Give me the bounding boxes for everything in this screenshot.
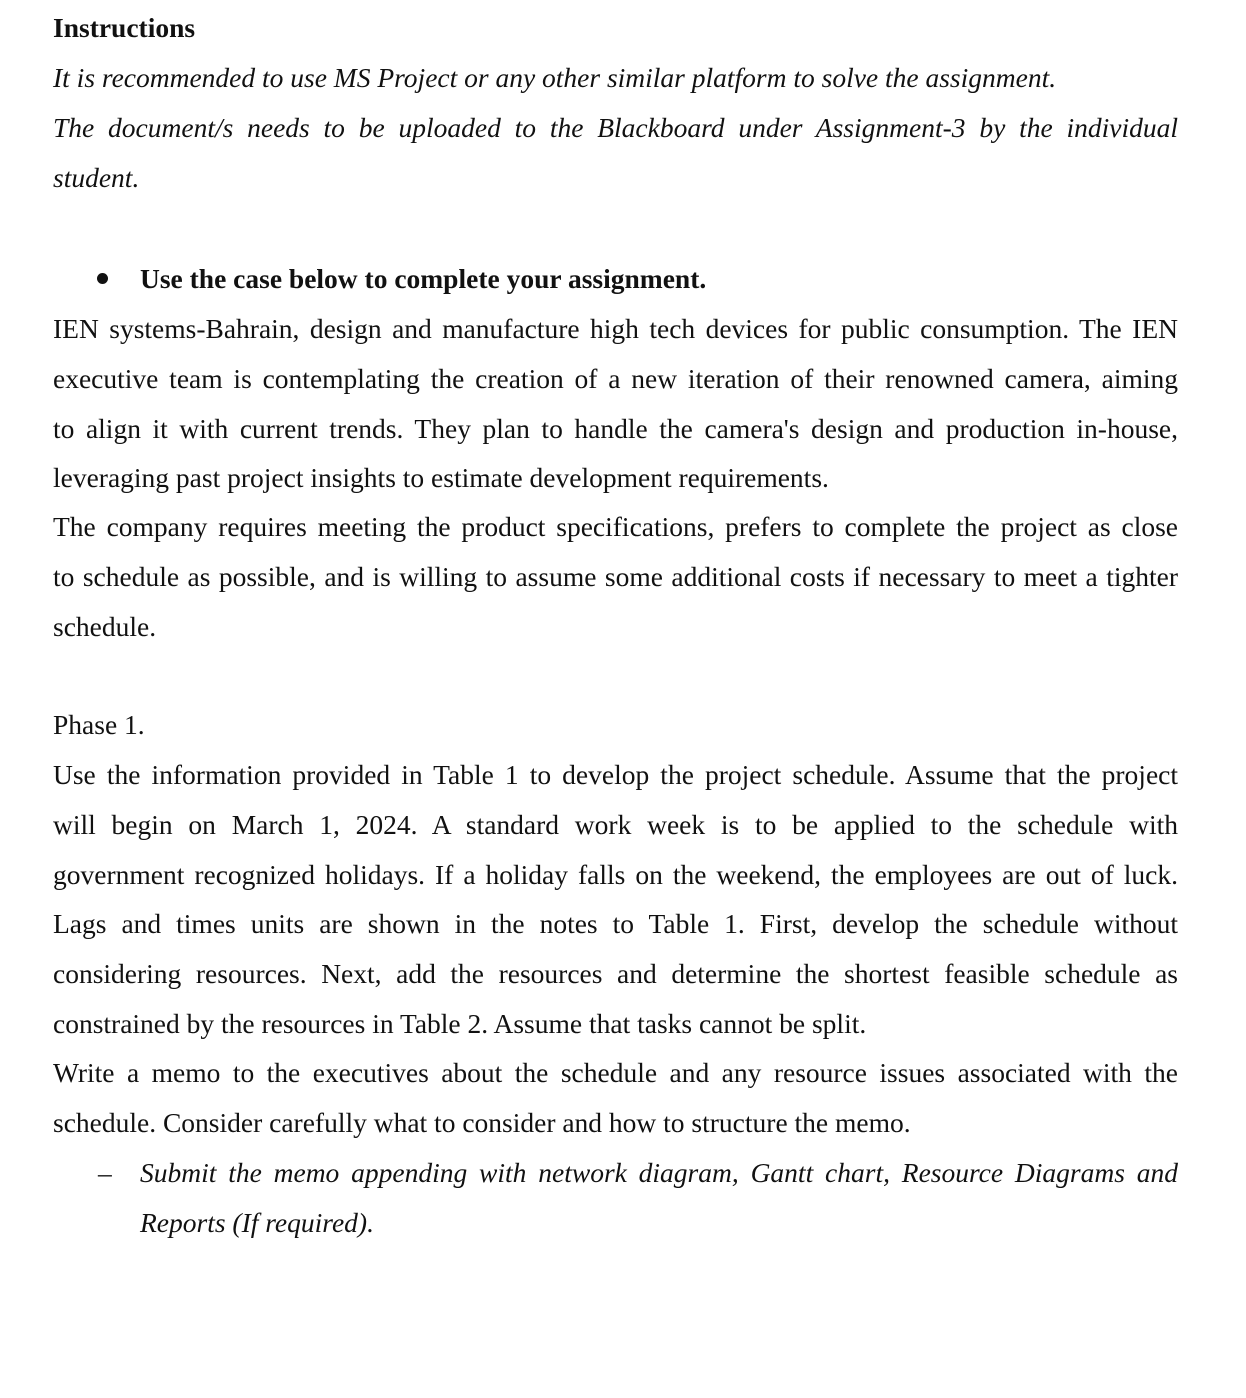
paragraph-line: government recognized holidays. If a holiday falls on the weekend, the employees are out of luck. [53,858,1178,890]
submit-text [140,1148,1178,1248]
paragraph-line: to align it with current trends. They plan to handle the camera's design and production in-house, [53,412,1178,444]
instructions-line: It is recommended to use MS Project or any other similar platform to solve the assignment. [53,62,1057,93]
paragraph-line: to schedule as possible, and is willing to assume some additional costs if necessary to meet a tighter [53,560,1178,592]
paragraph-line: will begin on March 1, 2024. A standard work week is to be applied to the schedule with [53,808,1178,840]
bullet-dot-icon [97,273,108,284]
paragraph-line: leveraging past project insights to estimate development requirements. [53,462,829,494]
paragraph-line: schedule. Consider carefully what to consider and how to structure the memo. [53,1106,911,1138]
instructions-heading: Instructions [53,12,196,43]
paragraph-line: considering resources. Next, add the resources and determine the shortest feasible schedule as [53,958,1178,990]
instructions-line: The document/s needs to be uploaded to the Blackboard under Assignment-3 by the individual [53,111,1178,143]
instructions-body [53,53,1178,202]
case-bullet-text: Use the case below to complete your assignment. [140,263,707,294]
submit-line: Submit the memo appending with network diagram, Gantt chart, Resource Diagrams and [140,1157,1178,1188]
paragraph-line: Use the information provided in Table 1 to develop the project schedule. Assume that the project [53,759,1178,790]
paragraph-line: IEN systems-Bahrain, design and manufacture high tech devices for public consumption. The IEN [53,313,1178,344]
submit-line: Reports (If required). [140,1206,374,1238]
phase-paragraph-2 [53,1048,1178,1148]
case-paragraph-2 [53,502,1178,651]
paragraph-line: constrained by the resources in Table 2. Assume that tasks cannot be split. [53,1007,867,1039]
instructions-line: student. [53,161,140,193]
paragraph-line: Lags and times units are shown in the notes to Table 1. First, develop the schedule without [53,908,1178,940]
phase-title [53,700,1178,750]
paragraph-line: The company requires meeting the product specifications, prefers to complete the project as close [53,511,1178,542]
phase-title-text: Phase 1. [53,709,145,740]
paragraph-line: Write a memo to the executives about the schedule and any resource issues associated with the [53,1057,1178,1088]
phase-paragraph-1 [53,750,1178,1049]
paragraph-line: schedule. [53,610,157,642]
dash-bullet-icon: – [98,1157,112,1188]
case-paragraph-1 [53,304,1178,503]
case-bullet [53,254,1178,304]
paragraph-line: executive team is contemplating the creation of a new iteration of their renowned camera, aiming [53,362,1178,394]
